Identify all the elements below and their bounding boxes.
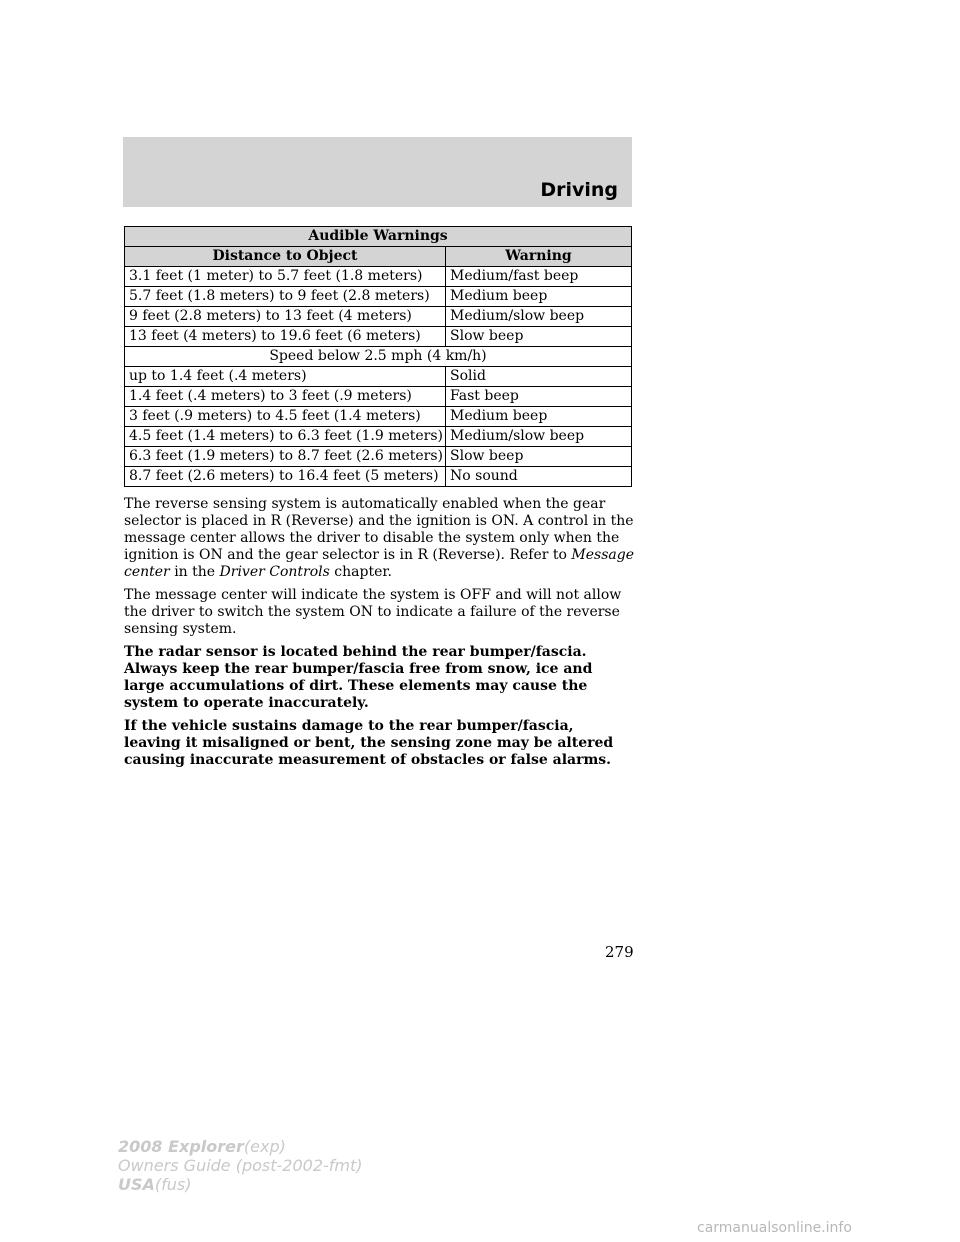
distance-cell: 13 feet (4 meters) to 19.6 feet (6 meters) <box>125 327 446 347</box>
table-title: Audible Warnings <box>125 227 632 247</box>
warning-cell: Medium/slow beep <box>446 427 632 447</box>
table-row <box>125 447 632 467</box>
audible-warnings-table <box>124 226 632 487</box>
driver-controls-ref: Driver Controls <box>219 564 330 580</box>
distance-cell: 3 feet (.9 meters) to 4.5 feet (1.4 meters) <box>125 407 446 427</box>
watermark: carmanualsonline.info <box>697 1220 852 1236</box>
table-row <box>125 267 632 287</box>
table-row <box>125 427 632 447</box>
column-header-distance: Distance to Object <box>125 247 446 267</box>
speed-subheading: Speed below 2.5 mph (4 km/h) <box>125 347 632 367</box>
table-row <box>125 327 632 347</box>
warning-cell: Medium beep <box>446 287 632 307</box>
body-text <box>124 496 634 775</box>
table-row <box>125 467 632 487</box>
warning-cell: Medium/fast beep <box>446 267 632 287</box>
table-row <box>125 307 632 327</box>
table-row <box>125 287 632 307</box>
paragraph-reverse-sensing: The reverse sensing system is automatically enabled when the gear selector is placed in R (Reverse) and the ignition is ON. A control in the message center allows the driver to disable the system only when the ignition is ON and the gear selector is in R (Reverse). Refer to Message center in the Driver Controls chapter. <box>124 496 634 580</box>
footer-guide: Owners Guide (post-2002-fmt) <box>118 1156 363 1175</box>
warning-cell: Fast beep <box>446 387 632 407</box>
paragraph-radar-warning: The radar sensor is located behind the rear bumper/fascia. Always keep the rear bumper/fascia free from snow, ice and large accumulations of dirt. These elements may cause the system to operate inaccurately. <box>124 644 593 711</box>
distance-cell: up to 1.4 feet (.4 meters) <box>125 367 446 387</box>
section-title: Driving <box>540 179 618 201</box>
table-title-row <box>125 227 632 247</box>
warning-cell: Slow beep <box>446 447 632 467</box>
distance-cell: 3.1 feet (1 meter) to 5.7 feet (1.8 meters) <box>125 267 446 287</box>
warning-cell: No sound <box>446 467 632 487</box>
page-number: 279 <box>605 943 634 961</box>
distance-cell: 4.5 feet (1.4 meters) to 6.3 feet (1.9 meters) <box>125 427 446 447</box>
paragraph-damage-warning: If the vehicle sustains damage to the rear bumper/fascia, leaving it misaligned or bent, the sensing zone may be altered causing inaccurate measurement of obstacles or false alarms. <box>124 718 614 768</box>
distance-cell: 1.4 feet (.4 meters) to 3 feet (.9 meters) <box>125 387 446 407</box>
distance-cell: 6.3 feet (1.9 meters) to 8.7 feet (2.6 meters) <box>125 447 446 467</box>
paragraph-message-center: The message center will indicate the system is OFF and will not allow the driver to switch the system ON to indicate a failure of the reverse sensing system. <box>124 587 622 637</box>
table-row <box>125 387 632 407</box>
footer-region: USA <box>118 1175 155 1194</box>
section-header <box>123 137 632 207</box>
warning-cell: Medium/slow beep <box>446 307 632 327</box>
distance-cell: 5.7 feet (1.8 meters) to 9 feet (2.8 meters) <box>125 287 446 307</box>
table-header-row <box>125 247 632 267</box>
table-row <box>125 407 632 427</box>
table-subheading-row <box>125 347 632 367</box>
warning-cell: Medium beep <box>446 407 632 427</box>
footer-model: 2008 Explorer <box>118 1137 244 1156</box>
warning-cell: Slow beep <box>446 327 632 347</box>
message-center-ref: Message center <box>124 547 634 580</box>
column-header-warning: Warning <box>446 247 632 267</box>
table-row <box>125 367 632 387</box>
document-footer: 2008 Explorer(exp) Owners Guide (post-2002-fmt) USA(fus) <box>118 1137 363 1194</box>
distance-cell: 9 feet (2.8 meters) to 13 feet (4 meters) <box>125 307 446 327</box>
warning-cell: Solid <box>446 367 632 387</box>
distance-cell: 8.7 feet (2.6 meters) to 16.4 feet (5 meters) <box>125 467 446 487</box>
